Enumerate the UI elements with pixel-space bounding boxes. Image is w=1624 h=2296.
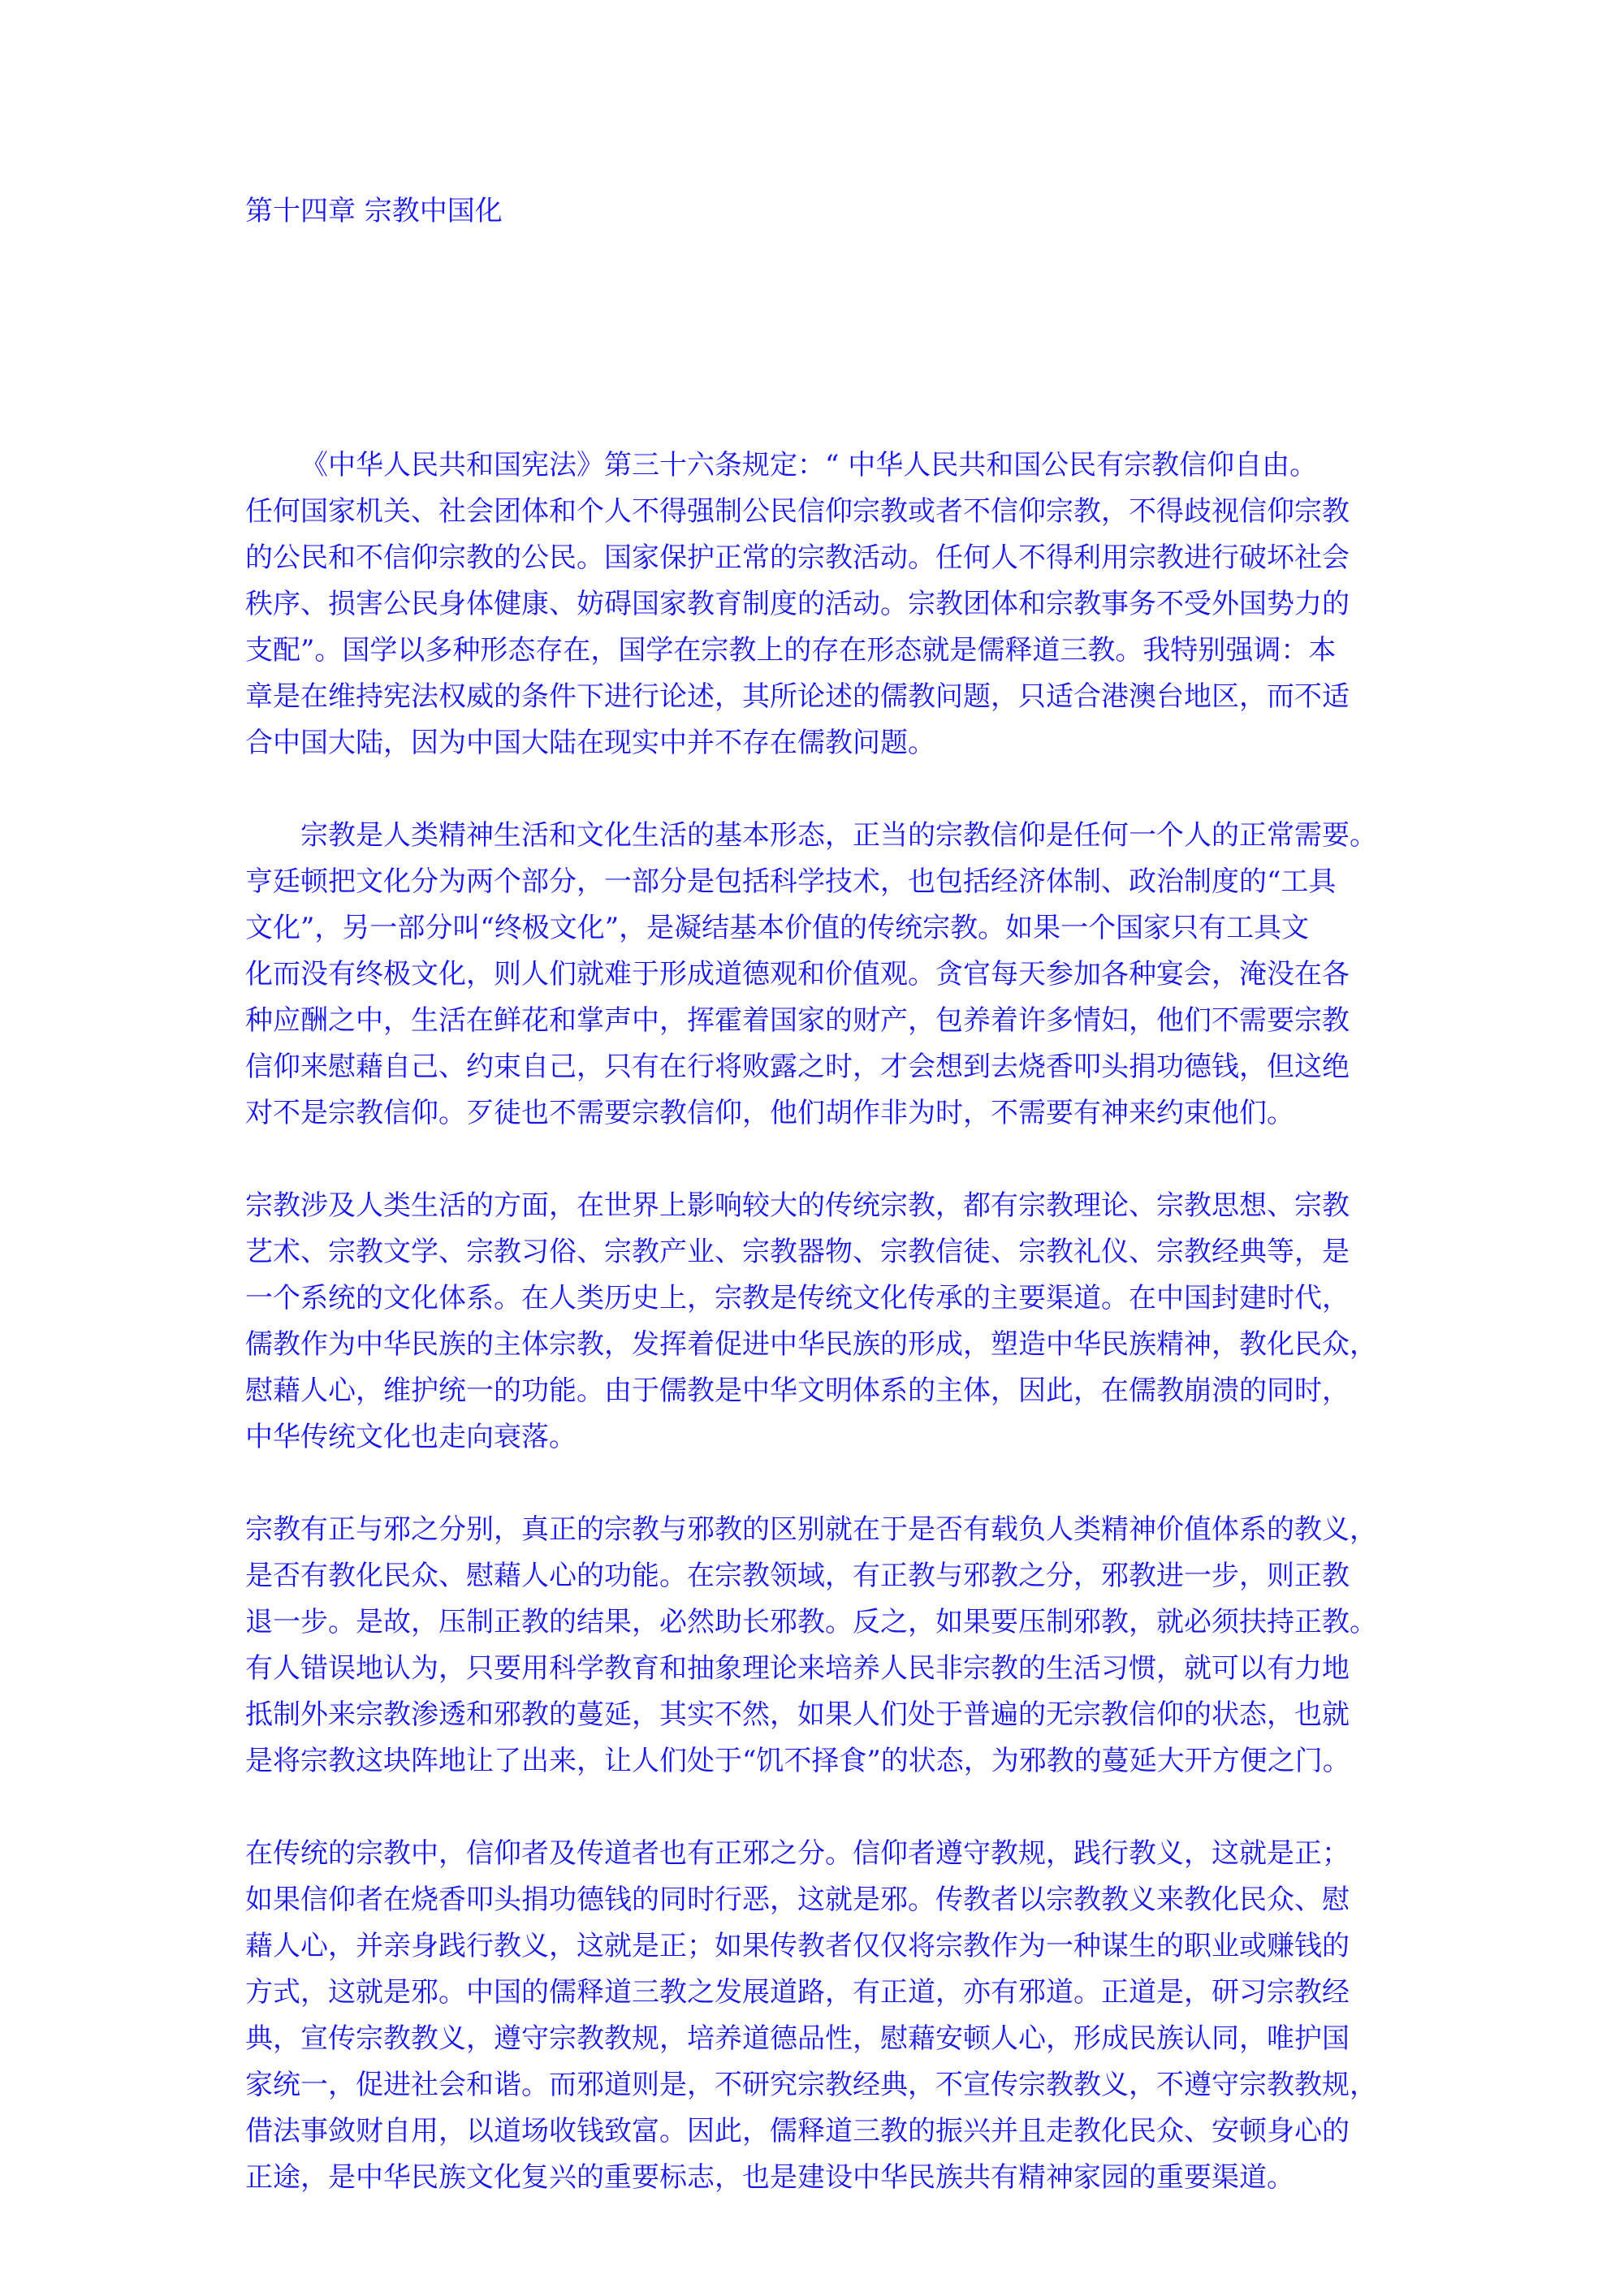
paragraph-orthodox-vs-cult: 宗教有正与邪之分别，真正的宗教与邪教的区别就在于是否有载负人类精神价值体系的教义， 是否有教化民众、慰藉人心的功能。在宗教领域，有正教与邪教之分，邪教进一步，则正教 退一步。是故，压制正教的结果，必然助长邪教。反之，如果要压制邪教，就必须扶持正教。 有人错误地认为，只要用科学教育和抽象理论来培养人民非宗教的生活习惯，就可以有力地 抵制外来宗教渗透和邪教的蔓延，其实不然，如果人们处于普遍的无宗教信仰的状态，也就 是将宗教这块阵地让了出来，让人们处于“饥不择食”的状态，为邪教的蔓延大开方便之门。 <box>245 1513 1377 1777</box>
paragraph-right-and-wrong-paths: 在传统的宗教中，信仰者及传道者也有正邪之分。信仰者遵守教规，践行教义，这就是正； 如果信仰者在烧香叩头捐功德钱的同时行恶，这就是邪。传教者以宗教教义来教化民众、慰 藉人心，并亲身践行教义，这就是正；如果传教者仅仅将宗教作为一种谋生的职业或赚钱的 方式，这就是邪。中国的儒释道三教之发展道路，有正道，亦有邪道。正道是，研习宗教经 典，宣传宗教教义，遵守宗教教规，培养道德品性，慰藉安顿人心，形成民族认同，唯护国 家统一，促进社会和谐。而邪道则是，不研究宗教经典，不宣传宗教教义，不遵守宗教教规， 借法事敛财自用，以道场收钱致富。因此，儒释道三教的振兴并且走教化民众、安顿身心的 正途，是中华民族文化复兴的重要标志，也是建设中华民族共有精神家园的重要渠道。 <box>245 1837 1377 2194</box>
paragraph-constitution: 《中华人民共和国宪法》第三十六条规定：“ 中华人民共和国公民有宗教信仰自由。 任何国家机关、社会团体和个人不得强制公民信仰宗教或者不信仰宗教，不得歧视信仰宗教 的公民和不信仰宗教的公民。国家保护正常的宗教活动。任何人不得利用宗教进行破坏社会 秩序、损害公民身体健康、妨碍国家教育制度的活动。宗教团体和宗教事务不受外国势力的 支配”。国学以多种形态存在，国学在宗教上的存在形态就是儒释道三教。我特别强调：本 章是在维持宪法权威的条件下进行论述，其所论述的儒教问题，只适合港澳台地区，而不适 合中国大陆，因为中国大陆在现实中并不存在儒教问题。 <box>245 449 1350 759</box>
document-body <box>245 442 1382 2247</box>
paragraph-religious-life: 宗教是人类精神生活和文化生活的基本形态，正当的宗教信仰是任何一个人的正常需要。 亨廷顿把文化分为两个部分，一部分是包括科学技术，也包括经济体制、政治制度的“工具 文化”，另一部分叫“终极文化”，是凝结基本价值的传统宗教。如果一个国家只有工具文 化而没有终极文化，则人们就难于形成道德观和价值观。贪官每天参加各种宴会，淹没在各 种应酬之中，生活在鲜花和掌声中，挥霍着国家的财产，包养着许多情妇，他们不需要宗教 信仰来慰藉自己、约束自己，只有在行将败露之时，才会想到去烧香叩头捐功德钱，但这绝 对不是宗教信仰。歹徒也不需要宗教信仰，他们胡作非为时，不需要有神来约束他们。 <box>245 819 1377 1129</box>
paragraph-religious-system: 宗教涉及人类生活的方面，在世界上影响较大的传统宗教，都有宗教理论、宗教思想、宗教 艺术、宗教文学、宗教习俗、宗教产业、宗教器物、宗教信徒、宗教礼仪、宗教经典等，是 一个系统的文化体系。在人类历史上，宗教是传统文化传承的主要渠道。在中国封建时代， 儒教作为中华民族的主体宗教，发挥着促进中华民族的形成，塑造中华民族精神，教化民众， 慰藉人心，维护统一的功能。由于儒教是中华文明体系的主体，因此，在儒教崩溃的同时， 中华传统文化也走向衰落。 <box>245 1189 1377 1453</box>
chapter-title: 第十四章 宗教中国化 <box>245 195 503 227</box>
